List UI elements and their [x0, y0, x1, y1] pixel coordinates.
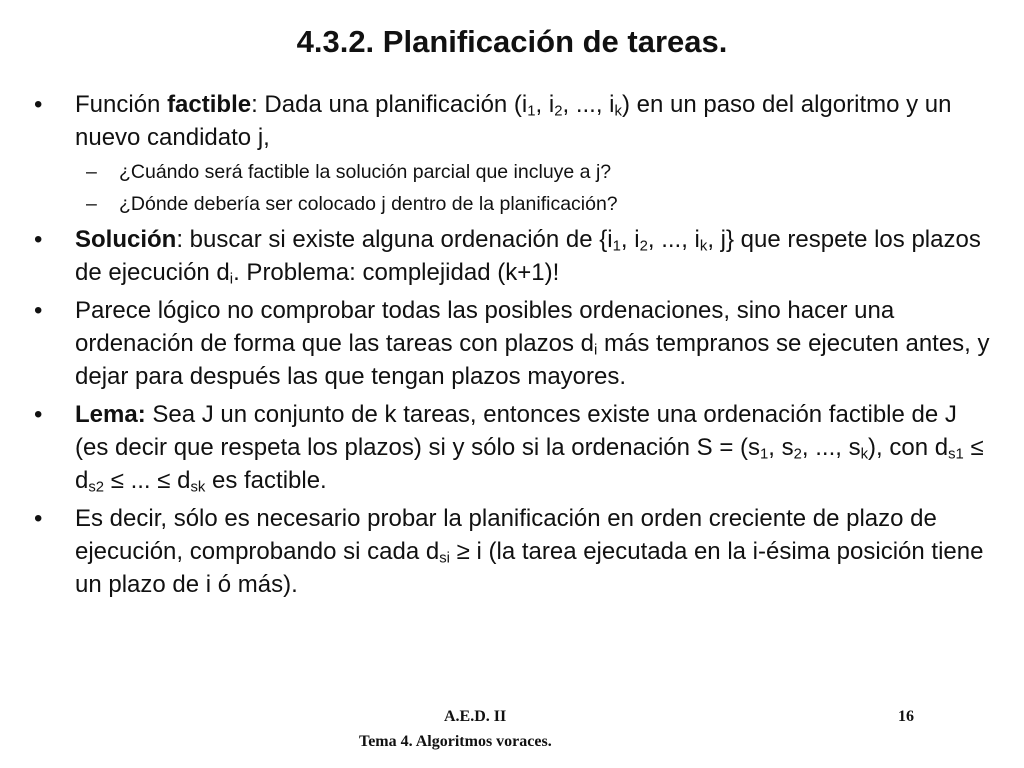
dash-mark: – [86, 161, 97, 183]
bullet-text: Parece lógico no comprobar todas las posibles ordenaciones, sino hacer una ordenación de forma que las tareas con plazos d [75, 297, 895, 357]
bullet-text: , i [620, 226, 640, 253]
bullet-text: ≤ ... ≤ d [104, 467, 191, 494]
bullet-mark: • [34, 226, 43, 253]
bullet-text: ≥ i (la tarea ejecutada en la i-ésima posición tiene un plazo de i ó más). [75, 538, 984, 598]
sub-bullet-donde [30, 190, 990, 218]
slide-title: 4.3.2. Planificación de tareas. [296, 24, 728, 59]
subscript: 2 [554, 103, 563, 120]
subscript: s1 [948, 446, 964, 463]
bullet-text: , ..., i [562, 91, 615, 118]
bullet-mark: • [34, 401, 43, 428]
slide-content [30, 88, 990, 601]
bullet-text: más tempranos se ejecuten antes, y dejar para después las que tengan plazos mayores. [75, 330, 990, 390]
subscript: s2 [88, 479, 105, 496]
bullet-mark: • [34, 505, 43, 532]
subscript: i [594, 342, 598, 359]
bullet-keyword: factible [167, 91, 252, 118]
bullet-text: : Dada una planificación (i [251, 91, 528, 118]
bullet-text: , s [768, 434, 794, 461]
footer-course: A.E.D. II [444, 708, 507, 725]
subscript: k [699, 238, 708, 255]
sub-bullet-text: ¿Dónde debería ser colocado j dentro de la planificación? [119, 193, 618, 215]
bullet-text: ), con d [868, 434, 949, 461]
sub-bullet-text: ¿Cuándo será factible la solución parcial que incluye a j? [119, 161, 612, 183]
subscript: k [860, 446, 869, 463]
bullet-keyword: Solución [75, 226, 177, 253]
subscript: 1 [760, 446, 769, 463]
bullet-text: , i [535, 91, 555, 118]
bullet-text: ≤ d [75, 434, 984, 494]
subscript: 2 [639, 238, 648, 255]
bullet-lema [30, 398, 990, 497]
subscript: si [439, 550, 450, 567]
subscript: 2 [793, 446, 802, 463]
bullet-text: , j} que respete los plazos de ejecución d [75, 226, 981, 286]
bullet-text: . Problema: complejidad (k+1)! [233, 259, 560, 286]
bullet-mark: • [34, 91, 43, 118]
bullet-text: , ..., s [801, 434, 861, 461]
bullet-text: : buscar si existe alguna ordenación de {i [176, 226, 613, 253]
sub-bullet-cuando [30, 158, 990, 186]
bullet-text: Función [75, 91, 168, 118]
bullet-text: Sea J un conjunto de k tareas, entonces existe una ordenación factible de J (es decir que respeta los plazos) si y sólo si la ordenación S = (s [75, 401, 957, 461]
footer-topic: Tema 4. Algoritmos voraces. [359, 733, 552, 750]
bullet-text: , ..., i [647, 226, 700, 253]
bullet-keyword: Lema: [75, 401, 146, 428]
bullet-text: Es decir, sólo es necesario probar la planificación en orden creciente de plazo de ejecución, comprobando si cada d [75, 505, 937, 565]
bullet-mark: • [34, 297, 43, 324]
subscript: 1 [527, 103, 536, 120]
bullet-solucion [30, 223, 990, 289]
bullet-funcion-factible [30, 88, 990, 154]
bullet-text: ) en un paso del algoritmo y un nuevo candidato j, [75, 91, 952, 151]
bullet-parece-logico [30, 294, 990, 393]
bullet-es-decir [30, 502, 990, 601]
subscript: 1 [612, 238, 621, 255]
bullet-text: es factible. [205, 467, 327, 494]
subscript: k [614, 103, 622, 120]
subscript: sk [190, 479, 206, 496]
page-number: 16 [898, 708, 914, 725]
subscript: i [229, 271, 234, 288]
dash-mark: – [86, 193, 97, 215]
